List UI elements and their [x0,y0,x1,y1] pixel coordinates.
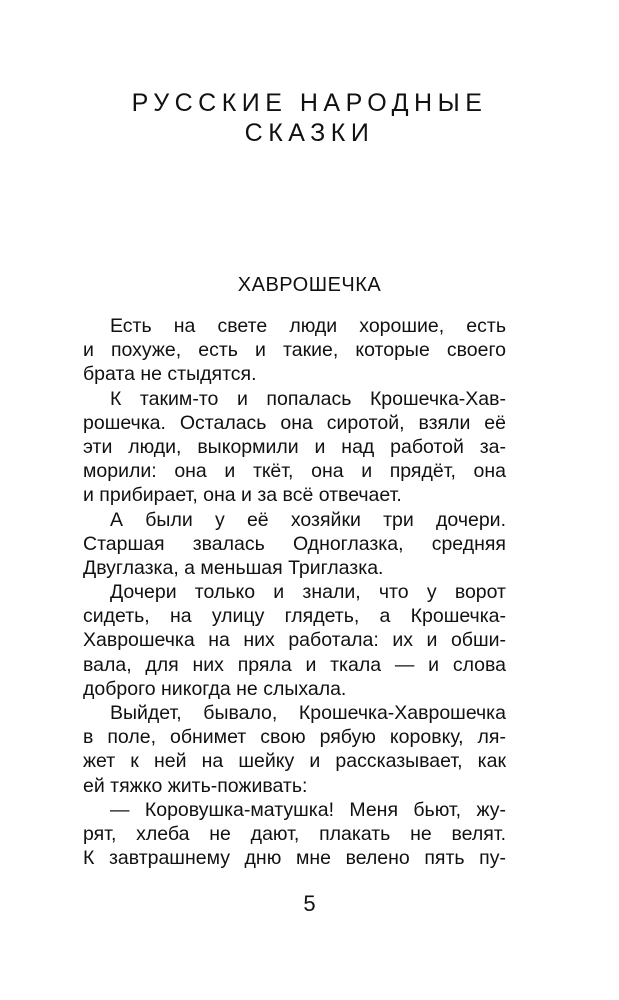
page-number: 5 [303,891,316,916]
section-title [0,88,619,148]
text-line: К завтрашнему дню мне велено пять пу- [83,847,506,870]
text-line: эти люди, выкормили и над работой за- [83,435,506,458]
story-text [83,314,506,870]
text-line: и прибирает, она и за всё отвечает. [83,484,402,507]
section-title-line-1: РУССКИЕ НАРОДНЫЕ [131,89,488,117]
text-line: жет к ней на шейку и рассказывает, как [83,750,506,773]
text-line: морили: она и ткёт, она и прядёт, она [83,460,506,483]
story-title: ХАВРОШЕЧКА [237,274,382,296]
text-line: Двуглазка, а меньшая Триглазка. [83,556,384,579]
text-line: Хаврошечка на них работала: их и обши- [83,629,506,652]
text-line: в поле, обнимет свою рябую коровку, ля- [83,726,506,749]
text-line: вала, для них пряла и ткала — и слова [83,653,506,676]
text-line: Старшая звалась Одноглазка, средняя [83,532,506,555]
text-line: Выйдет, бывало, Крошечка-Хаврошечка [110,702,506,724]
text-line: А были у её хозяйки три дочери. [110,508,506,531]
text-line: К таким-то и попалась Крошечка-Хав- [110,387,506,410]
text-line: сидеть, на улицу глядеть, а Крошечка- [83,605,506,628]
text-line: Есть на свете люди хорошие, есть [110,315,506,337]
text-line: и похуже, есть и такие, которые своего [83,339,506,362]
text-line: доброго никогда не слыхала. [83,677,347,700]
text-line: рят, хлеба не дают, плакать не велят. [83,822,506,845]
text-line: Дочери только и знали, что у ворот [110,581,506,604]
text-line: — Коровушка-матушка! Меня бьют, жу- [110,798,506,821]
section-title-line-2: СКАЗКИ [244,119,375,147]
text-line: ей тяжко жить-поживать: [83,774,308,797]
text-line: брата не стыдятся. [83,363,257,386]
text-line: рошечка. Осталась она сиротой, взяли её [83,411,506,434]
